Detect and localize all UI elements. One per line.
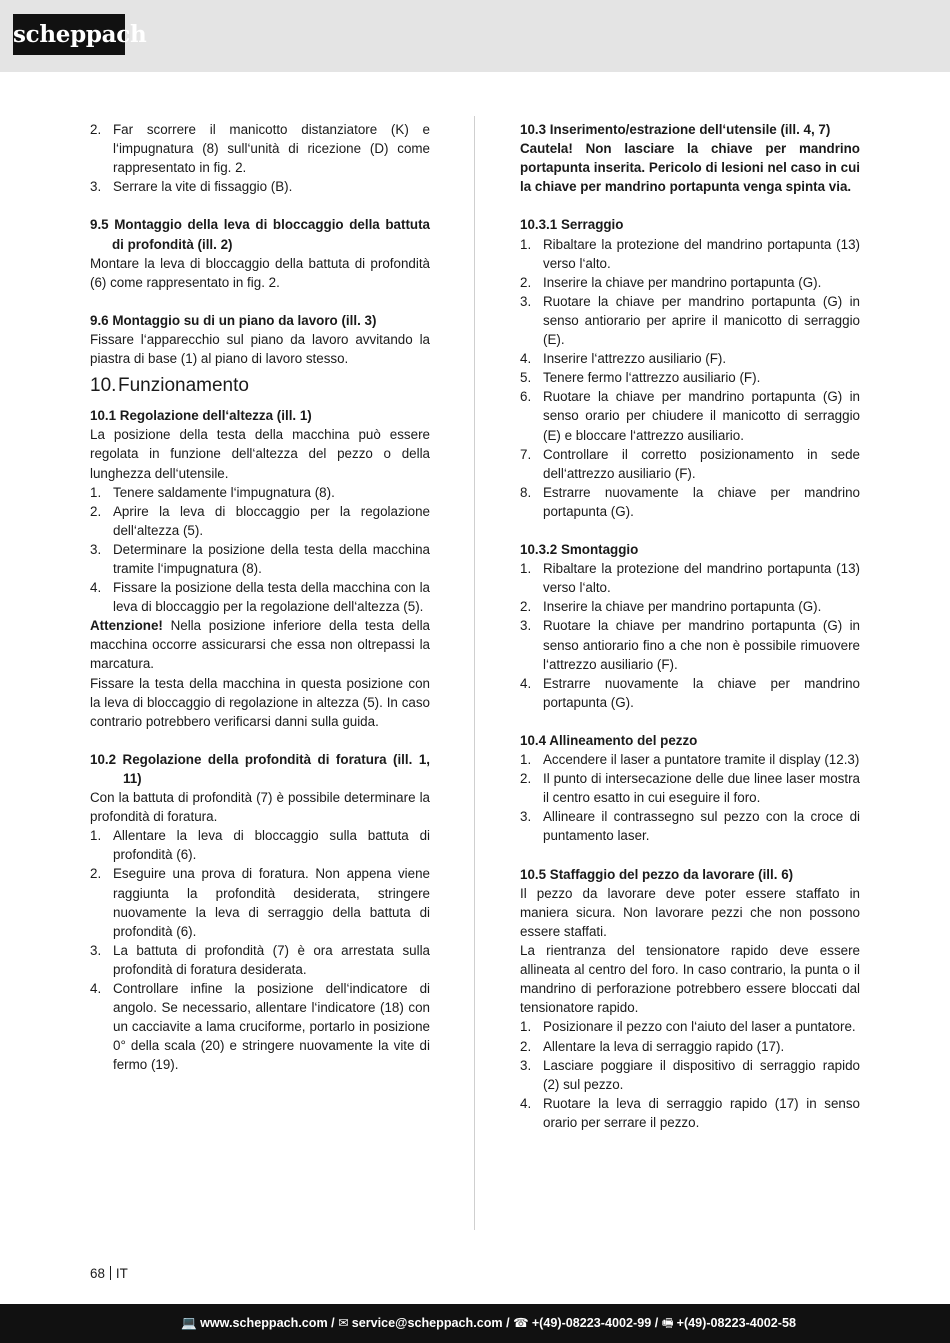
- fax-icon: 🖷: [661, 1316, 674, 1330]
- section-10-1-heading: 10.1 Regolazione dell‘altezza (ill. 1): [90, 408, 312, 424]
- list-item: [90, 540, 430, 578]
- list-item: [520, 387, 860, 444]
- item-number: 1.: [90, 828, 102, 844]
- phone-icon: ☎: [513, 1316, 529, 1330]
- item-text: Determinare la posizione della testa della macchina tramite l‘impugnatura (8).: [113, 541, 430, 576]
- item-number: 2.: [520, 599, 532, 615]
- item-text: Inserire l‘attrezzo ausiliario (F).: [543, 351, 727, 367]
- computer-icon: 💻: [181, 1316, 198, 1330]
- section-10-5-heading: 10.5 Staffaggio del pezzo da lavorare (ill. 6): [520, 866, 794, 882]
- section-10-5-text-1: Il pezzo da lavorare deve poter essere staffato in maniera sicura. Non lavorare pezzi che non possono essere staffati.: [520, 885, 860, 939]
- footer-website: www.scheppach.com: [200, 1316, 328, 1330]
- list-item: [90, 578, 430, 616]
- intro-list: [90, 120, 430, 196]
- item-text: Eseguire una prova di foratura. Non appena viene raggiunta la profondità desiderata, stringere nuovamente la leva di serraggio della battuta di profondità (6).: [113, 866, 430, 939]
- section-10-5-text-2: La rientranza del tensionatore rapido deve essere allineata al centro del foro. In caso contrario, la punta o il mandrino di perforazione potrebbero essere bloccati dal tensionatore rapido.: [520, 943, 860, 1016]
- section-9-5-text: Montare la leva di bloccaggio della battuta di profondità (6) come rappresentato in fig. 2.: [90, 255, 430, 290]
- list-item: [520, 349, 860, 368]
- section-10-1-warning: [90, 616, 430, 673]
- item-number: 3.: [520, 293, 532, 309]
- item-text: Tenere fermo l‘attrezzo ausiliario (F).: [543, 370, 761, 386]
- list-item: [520, 597, 860, 616]
- section-10-1-text: La posizione della testa della macchina può essere regolata in funzione dell‘altezza del pezzo o della lunghezza dell‘utensile.: [90, 427, 430, 481]
- list-item: [90, 120, 430, 177]
- item-number: 2.: [90, 503, 102, 519]
- list-item: [90, 502, 430, 540]
- chapter-title: Funzionamento: [118, 375, 249, 397]
- item-number: 4.: [520, 351, 532, 367]
- warning-text: Nella posizione inferiore della testa della macchina occorre assicurarsi che essa non oltrepassi la marcatura.: [90, 618, 430, 672]
- item-number: 8.: [520, 484, 532, 500]
- section-10-2-text: Con la battuta di profondità (7) è possibile determinare la profondità di foratura.: [90, 790, 430, 825]
- item-text: Allentare la leva di serraggio rapido (17).: [543, 1038, 785, 1054]
- section-10-2-heading: 10.2 Regolazione della profondità di foratura (ill. 1, 11): [90, 751, 430, 786]
- list-item: [90, 483, 430, 502]
- item-number: 3.: [90, 942, 102, 958]
- scheppach-logo: scheppach: [13, 14, 125, 55]
- section-10-3-2-list: [520, 559, 860, 712]
- page-number-separator: [110, 1266, 111, 1280]
- section-9-5-heading: 9.5 Montaggio della leva di bloccaggio della battuta di profondità (ill. 2): [90, 217, 430, 252]
- page-number-value: 68: [90, 1266, 105, 1281]
- section-10-4-heading: 10.4 Allineamento del pezzo: [520, 733, 698, 748]
- list-item: [520, 674, 860, 712]
- mail-icon: ✉: [338, 1316, 349, 1330]
- item-text: Tenere saldamente l‘impugnatura (8).: [113, 484, 335, 500]
- item-number: 3.: [520, 618, 532, 634]
- item-text: Serrare la vite di fissaggio (B).: [113, 179, 293, 195]
- list-item: [520, 1094, 860, 1132]
- section-10-1-text-2: Fissare la testa della macchina in questa posizione con la leva di bloccaggio di regolazione in altezza (5). In caso contrario potrebbero verificarsi danni sulla guida.: [90, 675, 430, 729]
- chapter-10-heading: [90, 374, 430, 398]
- item-number: 1.: [520, 1019, 532, 1035]
- footer-bar: [0, 1304, 950, 1343]
- header-bar: [0, 0, 950, 72]
- item-text: Aprire la leva di bloccaggio per la regolazione dell‘altezza (5).: [113, 503, 430, 538]
- item-text: Lasciare poggiare il dispositivo di serraggio rapido (2) sul pezzo.: [543, 1057, 860, 1092]
- item-number: 5.: [520, 370, 532, 386]
- list-item: [520, 235, 860, 273]
- list-item: [520, 1017, 860, 1036]
- item-number: 3.: [520, 1057, 532, 1073]
- page-number: [90, 1265, 128, 1282]
- section-10-5-list: [520, 1017, 860, 1132]
- list-item: [520, 807, 860, 845]
- item-number: 2.: [90, 122, 102, 137]
- item-text: Fissare la posizione della testa della macchina con la leva di bloccaggio per la regolazione dell‘altezza (5).: [113, 580, 430, 615]
- footer-separator: /: [651, 1316, 662, 1330]
- item-text: Posizionare il pezzo con l‘aiuto del laser a puntatore.: [543, 1019, 856, 1035]
- item-text: Inserire la chiave per mandrino portapunta (G).: [543, 599, 822, 615]
- item-text: Allentare la leva di bloccaggio sulla battuta di profondità (6).: [113, 828, 430, 863]
- item-text: Ruotare la leva di serraggio rapido (17) in senso orario per serrare il pezzo.: [543, 1095, 860, 1130]
- item-number: 1.: [520, 752, 532, 768]
- section-9-6-heading: 9.6 Montaggio su di un piano da lavoro (ill. 3): [90, 312, 377, 328]
- list-item: [90, 826, 430, 864]
- chapter-number: 10.: [90, 375, 117, 397]
- item-text: Inserire la chiave per mandrino portapunta (G).: [543, 274, 822, 290]
- item-number: 2.: [520, 771, 532, 787]
- item-number: 3.: [90, 179, 102, 195]
- section-10-2-list: [90, 826, 430, 1074]
- list-item: [90, 941, 430, 979]
- list-item: [520, 1037, 860, 1056]
- footer-fax: +(49)-08223-4002-58: [676, 1316, 796, 1330]
- item-text: Estrarre nuovamente la chiave per mandrino portapunta (G).: [543, 675, 860, 710]
- list-item: [520, 273, 860, 292]
- list-item: [520, 1056, 860, 1094]
- item-text: Ruotare la chiave per mandrino portapunta (G) in senso antiorario per aprire il manicotto di serraggio (E).: [543, 293, 860, 348]
- item-text: Allineare il contrassegno sul pezzo con la croce di puntamento laser.: [543, 809, 860, 844]
- section-10-3-1-list: [520, 235, 860, 521]
- list-item: [520, 616, 860, 673]
- list-item: [520, 559, 860, 597]
- item-number: 6.: [520, 389, 532, 405]
- item-number: 1.: [90, 484, 102, 500]
- list-item: [90, 979, 430, 1074]
- list-item: [520, 368, 860, 387]
- item-text: Ribaltare la protezione del mandrino portapunta (13) verso l‘alto.: [543, 561, 860, 596]
- section-10-1-list: [90, 483, 430, 617]
- list-item: [90, 177, 430, 196]
- section-10-3-warning: Cautela! Non lasciare la chiave per mandrino portapunta inserita. Pericolo di lesioni nel caso in cui la chiave per mandrino portapunta venga spinta via.: [520, 141, 860, 195]
- list-item: [520, 292, 860, 349]
- page-language: IT: [115, 1266, 128, 1281]
- item-number: 2.: [520, 1038, 532, 1054]
- warning-label: Attenzione!: [90, 618, 163, 634]
- list-item: [90, 864, 430, 940]
- item-text: La battuta di profondità (7) è ora arrestata sulla profondità di foratura desiderata.: [113, 942, 430, 977]
- list-item: [520, 750, 860, 769]
- item-number: 1.: [520, 561, 532, 577]
- item-number: 7.: [520, 446, 532, 462]
- footer-separator: /: [502, 1316, 514, 1330]
- footer-email: service@scheppach.com: [351, 1316, 503, 1330]
- item-text: Ribaltare la protezione del mandrino portapunta (13) verso l‘alto.: [543, 236, 860, 271]
- item-number: 2.: [90, 866, 102, 882]
- item-number: 2.: [520, 274, 532, 290]
- column-divider: [474, 116, 475, 1230]
- item-number: 3.: [90, 541, 102, 557]
- list-item: [520, 769, 860, 807]
- item-number: 3.: [520, 809, 532, 825]
- item-number: 4.: [520, 1095, 532, 1111]
- item-number: 4.: [90, 981, 102, 997]
- item-text: Far scorrere il manicotto distanziatore (K) e l‘impugnatura (8) sull‘unità di ricezione (D) come rappresentato in fig. 2.: [113, 122, 430, 176]
- item-number: 4.: [520, 675, 532, 691]
- item-number: 4.: [90, 580, 102, 596]
- item-text: Controllare infine la posizione dell‘indicatore di angolo. Se necessario, allentare l‘indicatore (18) con un cacciavite a lama cruciforme, portarlo in posizione 0° della scala (20) e stringere nuovamente la vite di fermo (19).: [113, 981, 430, 1073]
- item-text: Accendere il laser a puntatore tramite il display (12.3): [543, 752, 860, 768]
- section-9-6-text: Fissare l‘apparecchio sul piano da lavoro avvitando la piastra di base (1) al piano di lavoro stesso.: [90, 332, 430, 367]
- section-10-3-heading: 10.3 Inserimento/estrazione dell‘utensile (ill. 4, 7): [520, 122, 831, 137]
- item-text: Ruotare la chiave per mandrino portapunta (G) in senso orario per chiudere il manicotto di serraggio (E) e bloccare l‘attrezzo ausiliario.: [543, 389, 860, 443]
- section-10-4-list: [520, 750, 860, 845]
- item-text: Estrarre nuovamente la chiave per mandrino portapunta (G).: [543, 484, 860, 519]
- section-10-3-1-heading: 10.3.1 Serraggio: [520, 217, 624, 233]
- list-item: [520, 445, 860, 483]
- footer-separator: /: [327, 1316, 339, 1330]
- item-text: Controllare il corretto posizionamento in sede dell‘attrezzo ausiliario (F).: [543, 446, 860, 481]
- left-column: [90, 120, 430, 1075]
- item-text: Ruotare la chiave per mandrino portapunta (G) in senso antiorario fino a che non è possibile rimuovere l‘attrezzo ausiliario (F).: [543, 618, 860, 672]
- item-text: Il punto di intersecazione delle due linee laser mostra il centro esatto in cui eseguire il foro.: [543, 771, 860, 806]
- list-item: [520, 483, 860, 521]
- right-column: [520, 120, 860, 1132]
- item-number: 1.: [520, 236, 532, 252]
- section-10-3-2-heading: 10.3.2 Smontaggio: [520, 542, 639, 558]
- footer-phone: +(49)-08223-4002-99: [531, 1316, 652, 1330]
